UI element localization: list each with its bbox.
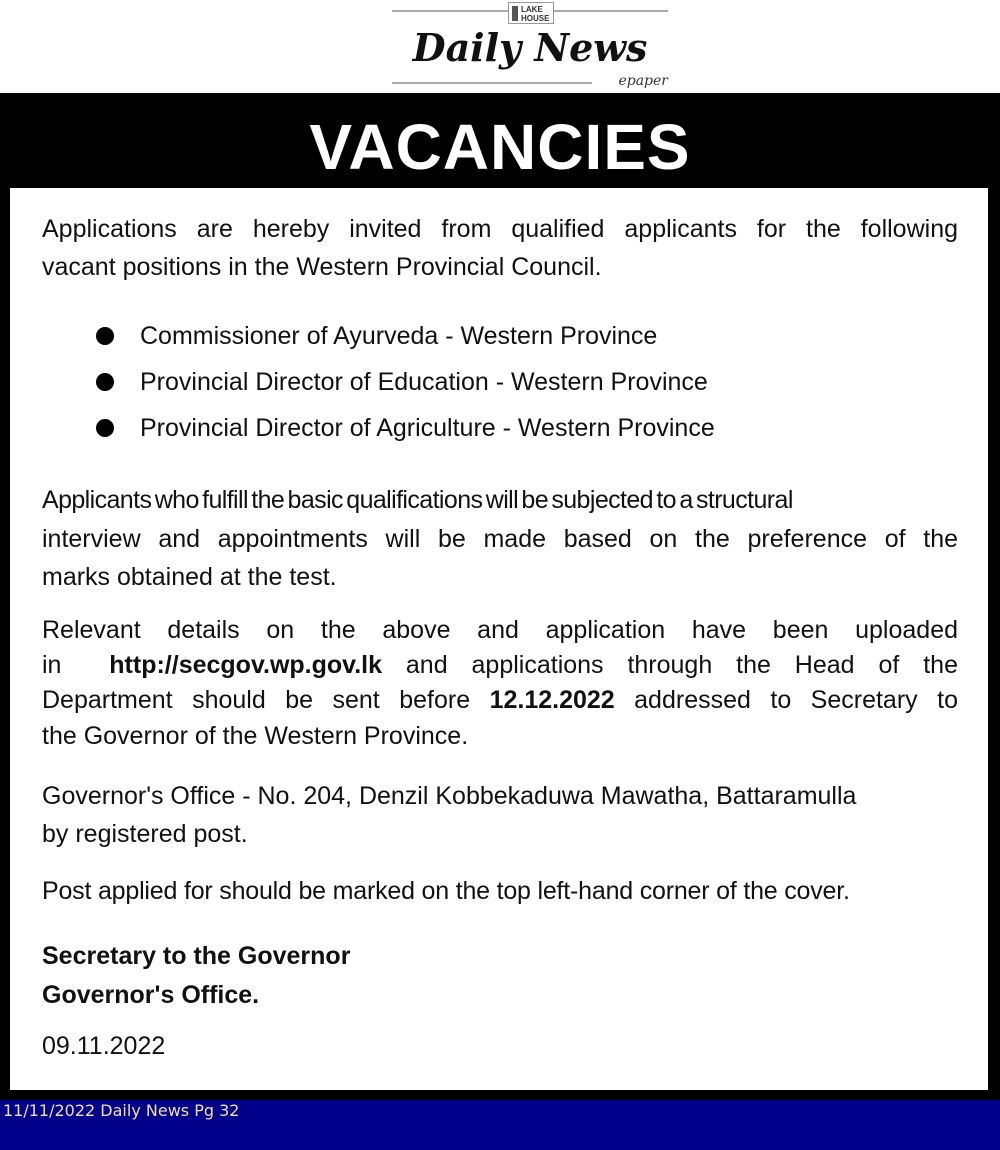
intro-line-2: vacant positions in the Western Provincial Council. [42, 253, 602, 281]
text: addressed to Secretary to [634, 686, 958, 714]
footer-bar [0, 1100, 1000, 1150]
position-label: Provincial Director of Agriculture - Western Province [140, 414, 715, 442]
signature-line: Secretary to the Governor [42, 942, 351, 970]
text-line: Applications are hereby invited from qualified applicants for the following [42, 215, 958, 243]
qualification-line: marks obtained at the test. [42, 563, 337, 591]
daily-news-logo [392, 2, 668, 90]
bullet-icon [96, 327, 114, 345]
bullet-icon [96, 419, 114, 437]
details-line [42, 683, 958, 717]
position-label: Provincial Director of Education - Western Province [140, 368, 708, 396]
brand-name: Daily News [412, 25, 648, 70]
ad-heading: VACANCIES [309, 111, 691, 183]
ad-date: 09.11.2022 [42, 1032, 166, 1060]
details-line: the Governor of the Western Province. [42, 722, 469, 750]
qualification-line: Applicants who fulfill the basic qualifications will be subjected to a structural [42, 486, 793, 514]
deadline-date: 12.12.2022 [489, 686, 615, 714]
footer-caption: 11/11/2022 Daily News Pg 32 [3, 1101, 240, 1120]
signature-line: Governor's Office. [42, 981, 260, 1009]
position-label: Commissioner of Ayurveda - Western Province [140, 322, 658, 350]
divider [392, 82, 592, 84]
text: and applications through the Head of the [405, 651, 958, 679]
lake-house-badge [508, 2, 554, 24]
address-line: Governor's Office - No. 204, Denzil Kobbekaduwa Mawatha, Battaramulla [42, 782, 857, 810]
tower-icon [512, 6, 518, 21]
badge-text: LAKE HOUSE [521, 5, 550, 23]
website-url: http://secgov.wp.gov.lk [109, 651, 382, 679]
bullet-icon [96, 373, 114, 391]
qualification-line: interview and appointments will be made based on the preference of the [42, 525, 958, 553]
details-line: Relevant details on the above and application have been uploaded [42, 616, 958, 644]
cover-note: Post applied for should be marked on the top left-hand corner of the cover. [42, 877, 850, 905]
intro-paragraph [42, 210, 958, 248]
address-line: by registered post. [42, 820, 248, 848]
text: in [42, 651, 62, 679]
details-line [42, 648, 958, 682]
text: Department should be sent before [42, 686, 471, 714]
epaper-tag: epaper [614, 72, 668, 90]
